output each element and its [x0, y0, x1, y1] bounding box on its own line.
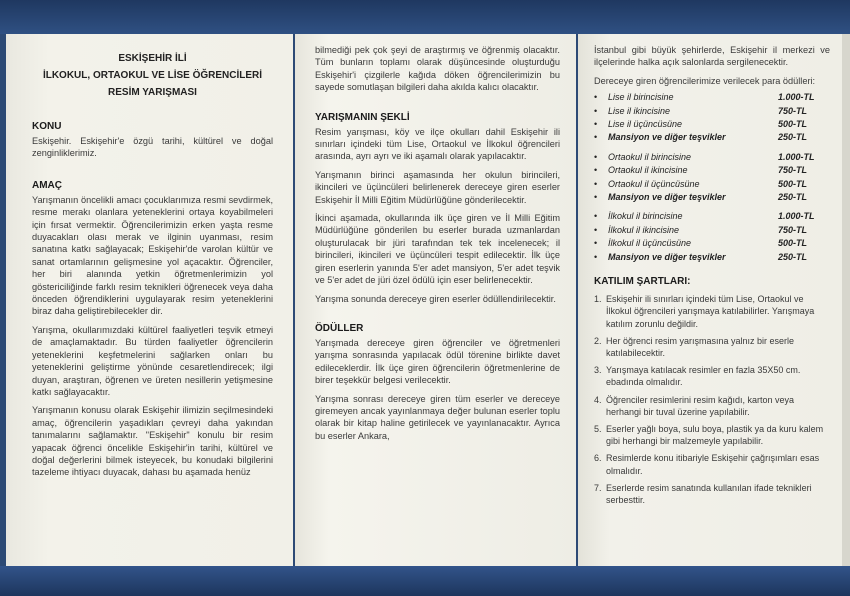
prize-amount: 250-TL: [778, 132, 808, 143]
prize-name: İlkokul il birincisine: [608, 211, 683, 222]
prize-label: [594, 91, 674, 104]
prize-row: [594, 118, 830, 131]
title-line-1: ESKİŞEHİR İLİ: [118, 53, 187, 64]
condition-item: [594, 423, 830, 447]
prize-name: Ortaokul il ikincisine: [608, 165, 688, 176]
prize-group: [594, 91, 830, 145]
oduller-paragraph: Yarışmada dereceye giren öğrenciler ve öğretmenleri yarışma sonrasında yapılacak ödül törenine birlikte davet edileceklerdir. İlk üçe giren öğrencilerin öğretmenlerine de birer teşekkür belgesi verilecektir.: [315, 337, 560, 386]
konu-section: [32, 121, 273, 160]
brochure-panel-right: [578, 34, 842, 566]
prize-row: [594, 91, 830, 104]
prize-amount: 250-TL: [778, 251, 808, 262]
prize-list: [594, 91, 830, 264]
prize-label: [594, 224, 679, 237]
condition-number: 4.: [594, 394, 602, 405]
condition-text: Öğrenciler resimlerini resim kağıdı, karton veya herhangi bir tuval üzerine yapılabilir.: [606, 394, 795, 417]
prize-row: [594, 237, 830, 250]
bullet-icon: •: [594, 165, 598, 176]
prize-group: [594, 151, 830, 205]
prize-amount: 1.000-TL: [778, 92, 815, 103]
prize-amount: 750-TL: [778, 105, 808, 116]
brochure-panel-middle: [295, 34, 576, 566]
bullet-icon: •: [594, 92, 598, 103]
prize-group: [594, 210, 830, 264]
sekli-paragraph: Yarışmanın birinci aşamasında her okulun birincileri, ikincileri ve üçüncüleri belirlenerek dereceye giren eserler Eskişehir İl Milli Eğitim Müdürlüğüne gönderilecektir.: [315, 169, 560, 205]
bullet-icon: •: [594, 251, 598, 262]
prize-label: [594, 191, 726, 204]
condition-number: 5.: [594, 423, 602, 434]
conditions-list: [594, 293, 830, 506]
sekli-paragraph: Yarışma sonunda dereceye giren eserler ödüllendirilecektir.: [315, 293, 556, 304]
prize-row: [594, 224, 830, 237]
amac-heading: AMAÇ: [32, 179, 62, 191]
prize-name: Mansiyon ve diğer teşvikler: [608, 132, 726, 143]
condition-item: [594, 482, 830, 506]
prize-label: [594, 131, 726, 144]
prize-label: [594, 105, 670, 118]
bullet-icon: •: [594, 119, 598, 130]
condition-text: Her öğrenci resim yarışmasına yalnız bir eserle katılabilecektir.: [606, 335, 795, 358]
bullet-icon: •: [594, 132, 598, 143]
prize-label: [594, 151, 691, 164]
sekli-paragraph: İkinci aşamada, okullarında ilk üçe giren ve İl Milli Eğitim Müdürlüğüne gönderilen bu eserler burada uzmanlardan oluşturulacak bir jüri tarafından tek tek incelenecek; il birincileri, ikincileri ve üçüncüleri tespit edilecektir. İlk üçe giren eserlerin yanında 5'er adet mansiyon, 5'er adet teşvik ve 5'er adet de jüri özel ödülü için eser belirlenecektir.: [315, 213, 560, 286]
bullet-icon: •: [594, 238, 598, 249]
prize-row: [594, 251, 830, 264]
condition-text: Resimlerde konu itibariyle Eskişehir çağrışımları esas olmalıdır.: [606, 453, 820, 476]
prize-name: Ortaokul il birincisine: [608, 151, 692, 162]
yarismanin-sekli-heading: YARIŞMANIN ŞEKLİ: [315, 111, 410, 123]
bullet-icon: •: [594, 151, 598, 162]
document-title: [32, 50, 273, 101]
prize-row: [594, 191, 830, 204]
prize-amount: 500-TL: [778, 178, 808, 189]
title-line-3: RESİM YARIŞMASI: [108, 87, 197, 98]
prize-label: [594, 210, 683, 223]
prize-label: [594, 178, 700, 191]
prize-amount: 1.000-TL: [778, 211, 815, 222]
bottom-blue-band: [0, 566, 850, 596]
prize-row: [594, 210, 830, 223]
prize-name: Mansiyon ve diğer teşvikler: [608, 251, 726, 262]
bullet-icon: •: [594, 224, 598, 235]
prize-amount: 750-TL: [778, 165, 808, 176]
prize-row: [594, 105, 830, 118]
bullet-icon: •: [594, 178, 598, 189]
sekli-paragraph: Resim yarışması, köy ve ilçe okulları dahil Eskişehir ili sınırları içindeki tüm Lise, Ortaokul ve İlkokul öğrencileri arasında, ayrı ayrı ve iki aşamalı olarak yapılacaktır.: [315, 126, 560, 162]
condition-item: [594, 335, 830, 359]
prize-name: Lise il ikincisine: [608, 105, 671, 116]
condition-item: [594, 394, 830, 418]
condition-number: 7.: [594, 482, 602, 493]
bullet-icon: •: [594, 192, 598, 203]
condition-item: [594, 293, 830, 330]
prize-amount: 750-TL: [778, 224, 808, 235]
amac-paragraph: Yarışma, okullarımızdaki kültürel faaliyetleri teşvik etmeyi de amaçlamaktadır. Bu türden faaliyetler öğrencilerin yeteneklerini keşfetmelerini sağlarken onları bu yeteneklerini geliştirme yönünde cesaretlendirecek; ilgi duyan, araştıran, öğrenen ve üreten nesillerin yetişmesine katkı sağlayacaktır.: [32, 324, 273, 397]
prize-name: Ortaokul il üçüncüsüne: [608, 178, 700, 189]
condition-item: [594, 452, 830, 476]
prize-name: Mansiyon ve diğer teşvikler: [608, 192, 726, 203]
prize-row: [594, 131, 830, 144]
amac-paragraph: Yarışmanın konusu olarak Eskişehir ilimizin seçilmesindeki amaç, öğrencilerin yaşadıkları çevreyi daha yakından tanımalarını sağlamaktır. "Eskişehir" konulu bir resim yapacak öğrenci öncelikle Eskişehir'in tarihi, kültürel ve doğal değerlerini bilmek isteyecek, bu konudaki bilgilerini tazeleme ihtiyacı duyacak, dahası bu aşamada henüz: [32, 405, 273, 478]
condition-text: Eserler yağlı boya, sulu boya, plastik ya da kuru kalem gibi herhangi bir malzemeyle yapılabilir.: [606, 423, 824, 447]
condition-number: 1.: [594, 294, 602, 305]
condition-item: [594, 364, 830, 388]
prize-label: [594, 164, 688, 177]
continued-text: İstanbul gibi büyük şehirlerde, Eskişehir il merkezi ve ilçelerinde halka açık salonlarda sergilenecektir.: [594, 45, 830, 68]
prize-row: [594, 178, 830, 191]
brochure-edge: [842, 34, 850, 566]
amac-paragraph: Yarışmanın öncelikli amacı çocuklarımıza resmi sevdirmek, resme merakı olanlara yeteneklerini ortaya koyabilmeleri için fırsat vermektir. Öğrencilerimizin erken yaşta resme duyacakları olası merak ve ilginin uyanması, resim sanatına katkı sağlayacak; Eskişehir'de varolan kültür ve sanat ortamlarının gelişmesine yol açacaktır. Öğrenciler, her biri alanında yetkin öğretmenlerimizin yol göstericiliğinde farklı resim teknikleri öğrenecek veya daha önceden öğrendiklerini uygulayarak resim yeteneklerini biraz daha geliştirebilecekler dir.: [32, 194, 273, 317]
condition-text: Yarışmaya katılacak resimler en fazla 35X50 cm. ebadında olmalıdır.: [606, 365, 801, 388]
prize-row: [594, 164, 830, 177]
amac-section: [32, 180, 273, 479]
oduller-paragraph: Yarışma sonrası dereceye giren tüm eserler ve dereceye giremeyen ancak yayınlanmaya değer bulunan eserler toplu olarak bir kitap haline getirilecek ve yayınlanacaktır. Ayrıca bu eserler Ankara,: [315, 393, 560, 441]
condition-text: Eserlerde resim sanatında kullanılan ifade teknikleri serbesttir.: [606, 482, 812, 505]
brochure-panel-left: [6, 34, 293, 566]
bullet-icon: •: [594, 105, 598, 116]
prize-name: İlkokul il üçüncüsüne: [608, 238, 692, 249]
title-line-2: İLKOKUL, ORTAOKUL VE LİSE ÖĞRENCİLERİ: [42, 70, 263, 81]
top-blue-band: [0, 0, 850, 34]
condition-number: 3.: [594, 365, 602, 376]
prize-name: Lise il üçüncüsüne: [608, 119, 683, 130]
prize-name: İlkokul il ikincisine: [608, 224, 680, 235]
condition-number: 2.: [594, 335, 602, 346]
condition-number: 6.: [594, 453, 602, 464]
prize-amount: 500-TL: [778, 119, 808, 130]
prize-row: [594, 151, 830, 164]
prize-label: [594, 118, 682, 131]
bullet-icon: •: [594, 211, 598, 222]
konu-text: Eskişehir. Eskişehir'e özgü tarihi, kültürel ve doğal zenginliklerimiz.: [32, 136, 273, 159]
prize-label: [594, 251, 726, 264]
condition-text: Eskişehir ili sınırları içindeki tüm Lise, Ortaokul ve İlkokul öğrencileri yarışmaya katılabilirler. Yarışmaya katılım zorunlu değildir.: [606, 294, 815, 329]
prize-intro: Dereceye giren öğrencilerimize verilecek para ödülleri:: [594, 75, 816, 86]
prize-label: [594, 237, 691, 250]
prize-name: Lise il birincisine: [608, 92, 674, 103]
prize-amount: 500-TL: [778, 238, 808, 249]
prize-amount: 1.000-TL: [778, 151, 815, 162]
katilim-sartlari-heading: KATILIM ŞARTLARI:: [594, 276, 691, 288]
continued-text: bilmediği pek çok şeyi de araştırmış ve öğrenmiş olacaktır. Tüm bunların toplamı olarak düşüncesinde oluşturduğu Eskişehir'i çizgilerle kağıda döken öğrencilerimizin bu sayede somutlaşan bilgileri daha akılda kalıcı olacaktır.: [315, 45, 560, 93]
konu-heading: KONU: [32, 121, 62, 132]
oduller-heading: ÖDÜLLER: [315, 322, 364, 334]
prize-amount: 250-TL: [778, 192, 808, 203]
